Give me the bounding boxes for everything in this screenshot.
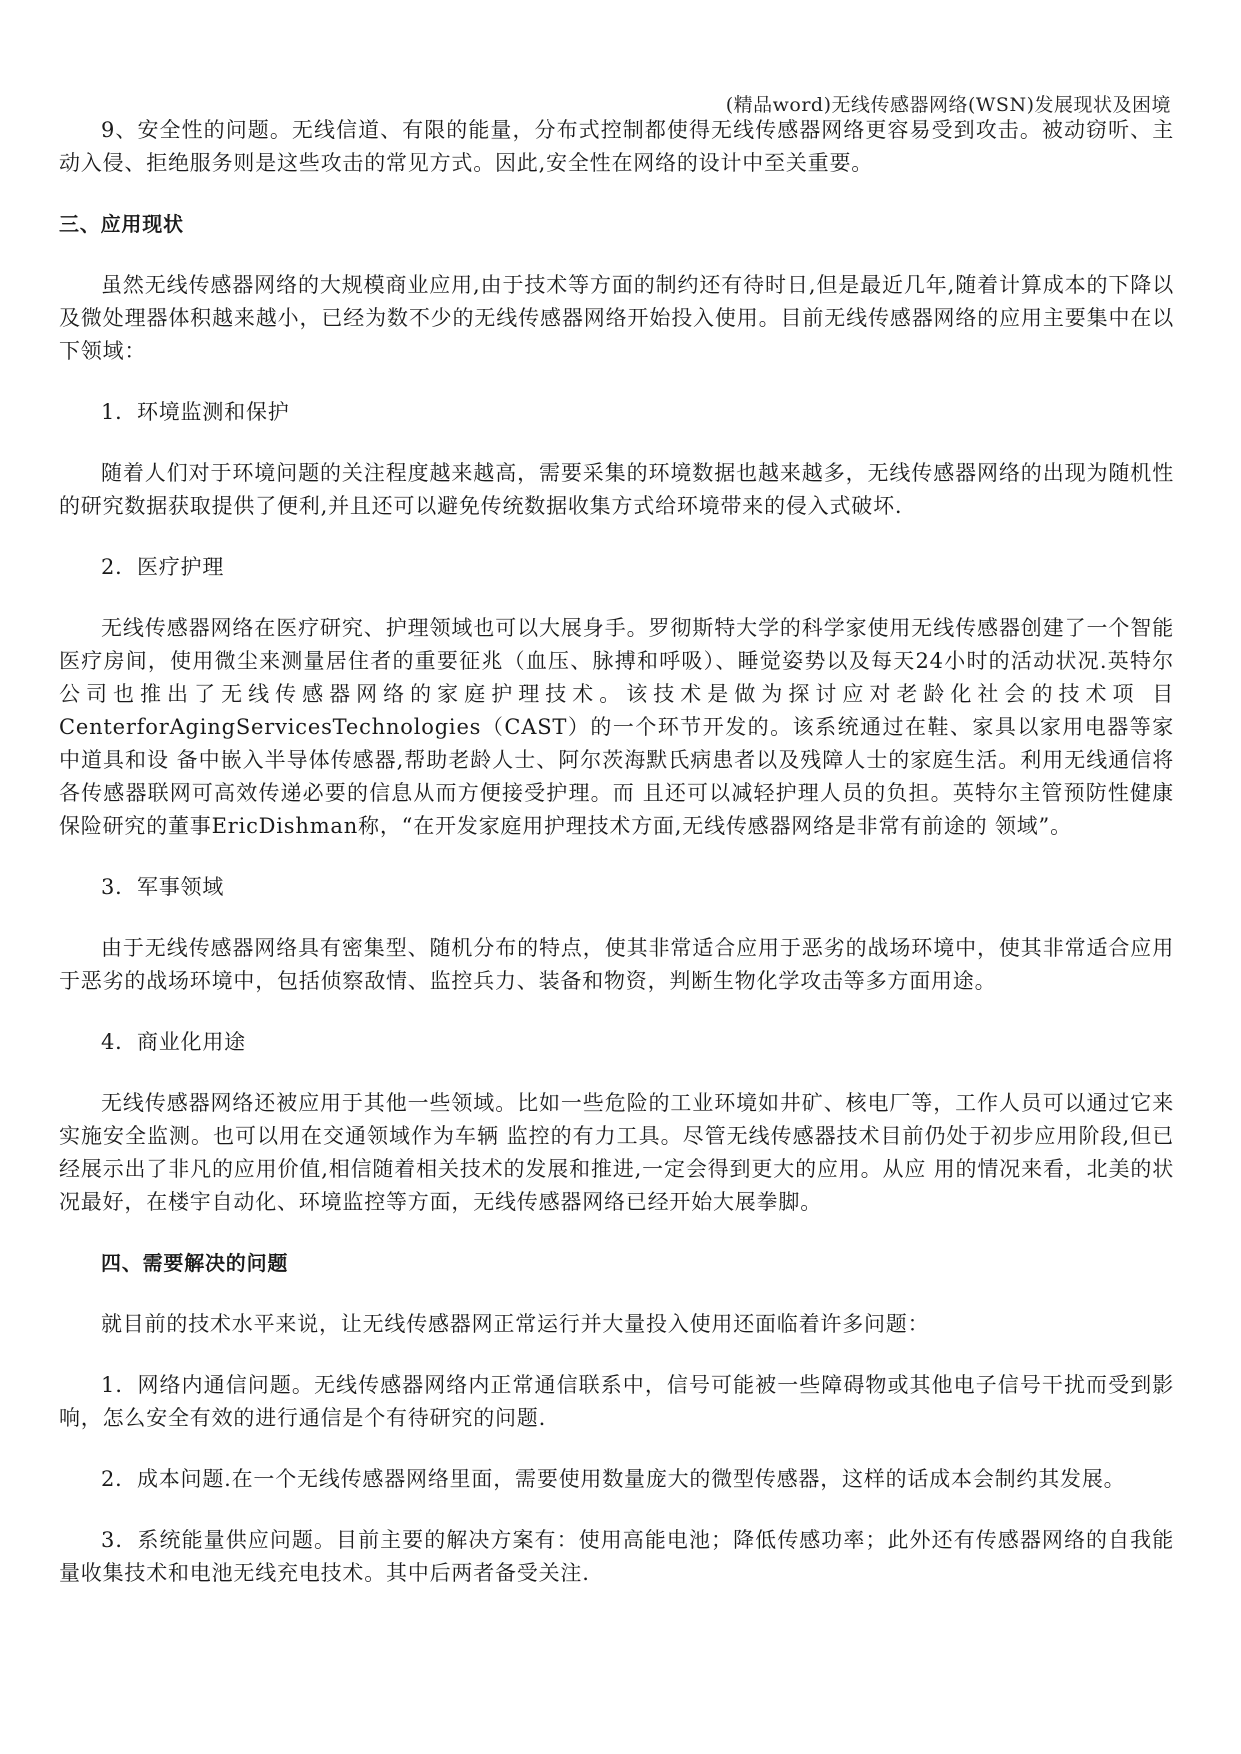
paragraph-military: 由于无线传感器网络具有密集型、随机分布的特点，使其非常适合应用于恶劣的战场环境中，使其非常适合应用于恶劣的战场环境中，包括侦察敌情、监控兵力、装备和物资，判断生物化学攻击等多方面用途。 (59, 936, 1174, 993)
paragraph-problems-intro: 就目前的技术水平来说，让无线传感器网正常运行并大量投入使用还面临着许多问题： (101, 1312, 930, 1336)
paragraph-security: 9、安全性的问题。无线信道、有限的能量，分布式控制都使得无线传感器网络更容易受到攻击。被动窃听、主动入侵、拒绝服务则是这些攻击的常见方式。因此,安全性在网络的设计中至关重要。 (59, 118, 1174, 175)
section-heading-problems: 四、需要解决的问题 (101, 1251, 289, 1275)
document-body (59, 114, 1174, 1590)
running-header: (精品word)无线传感器网络(WSN)发展现状及困境 (725, 94, 1171, 116)
paragraph-problem-energy: 3．系统能量供应问题。目前主要的解决方案有：使用高能电池；降低传感功率；此外还有传感器网络的自我能量收集技术和电池无线充电技术。其中后两者备受关注. (59, 1528, 1174, 1585)
paragraph-problem-communication: 1．网络内通信问题。无线传感器网络内正常通信联系中，信号可能被一些障碍物或其他电子信号干扰而受到影响，怎么安全有效的进行通信是个有待研究的问题. (59, 1373, 1174, 1430)
paragraph-environment: 随着人们对于环境问题的关注程度越来越高，需要采集的环境数据也越来越多，无线传感器网络的出现为随机性的研究数据获取提供了便利,并且还可以避免传统数据收集方式给环境带来的侵入式破坏. (59, 461, 1174, 518)
paragraph-problem-cost: 2．成本问题.在一个无线传感器网络里面，需要使用数量庞大的微型传感器，这样的话成本会制约其发展。 (101, 1467, 1126, 1491)
paragraph-application-intro: 虽然无线传感器网络的大规模商业应用,由于技术等方面的制约还有待时日,但是最近几年,随着计算成本的下降以及微处理器体积越来越小，已经为数不少的无线传感器网络开始投入使用。目前无线传感器网络的应用主要集中在以下领域： (59, 273, 1174, 363)
subsection-title-military: 3．军事领域 (101, 875, 225, 899)
subsection-title-commercial: 4．商业化用途 (101, 1030, 246, 1054)
subsection-title-medical: 2．医疗护理 (101, 555, 225, 579)
paragraph-medical: 无线传感器网络在医疗研究、护理领域也可以大展身手。罗彻斯特大学的科学家使用无线传感器创建了一个智能医疗房间，使用微尘来测量居住者的重要征兆（血压、脉搏和呼吸）、睡觉姿势以及每天24小时的活动状况.英特尔公司也推出了无线传感器网络的家庭护理技术。该技术是做为探讨应对老龄化社会的技术项 目CenterforAgingServicesTechnologies（CAST）的一个环节开发的。该系统通过在鞋、家具以家用电器等家中道具和设 备中嵌入半导体传感器,帮助老龄人士、阿尔茨海默氏病患者以及残障人士的家庭生活。利用无线通信将各传感器联网可高效传递必要的信息从而方便接受护理。而 且还可以减轻护理人员的负担。英特尔主管预防性健康保险研究的董事EricDishman称，“在开发家庭用护理技术方面,无线传感器网络是非常有前途的 领域”。 (59, 616, 1174, 838)
section-heading-application-status: 三、应用现状 (59, 212, 184, 236)
subsection-title-environment: 1．环境监测和保护 (101, 400, 290, 424)
paragraph-commercial: 无线传感器网络还被应用于其他一些领域。比如一些危险的工业环境如井矿、核电厂等，工作人员可以通过它来实施安全监测。也可以用在交通领域作为车辆 监控的有力工具。尽管无线传感器技术目前仍处于初步应用阶段,但已经展示出了非凡的应用价值,相信随着相关技术的发展和推进,一定会得到更大的应用。从应 用的情况来看，北美的状况最好，在楼宇自动化、环境监控等方面，无线传感器网络已经开始大展拳脚。 (59, 1091, 1174, 1214)
